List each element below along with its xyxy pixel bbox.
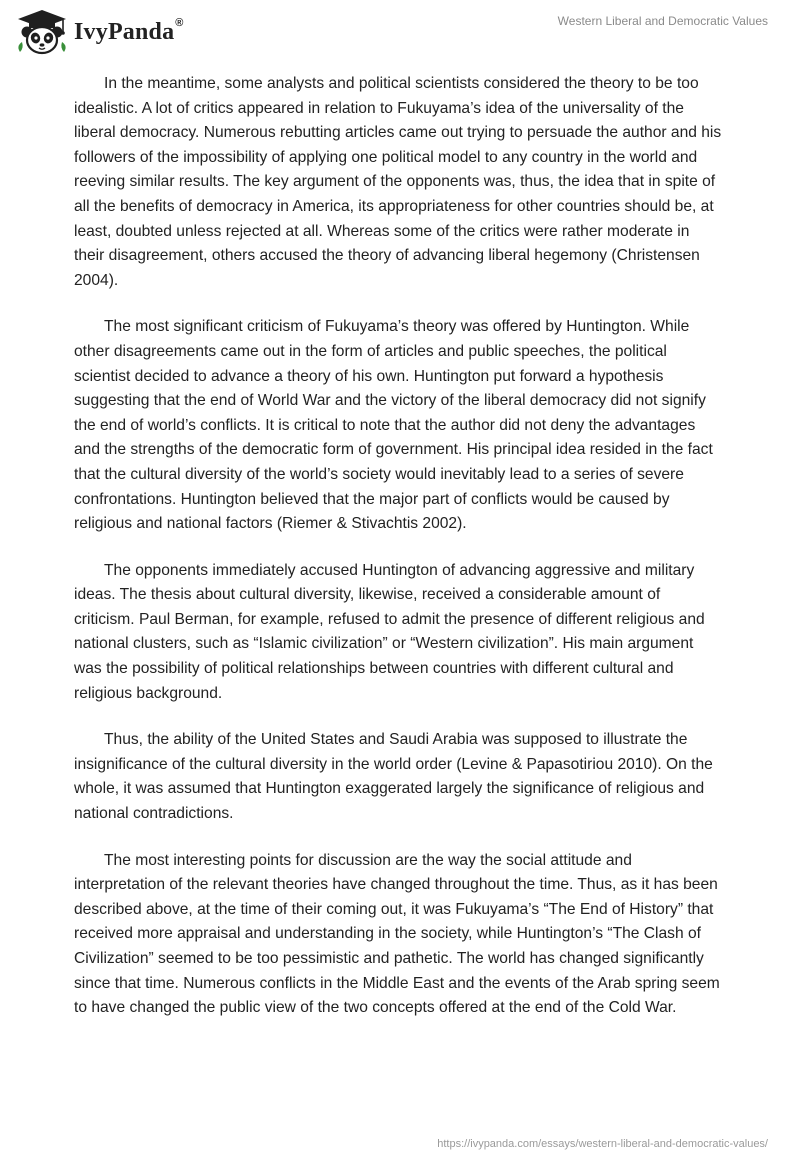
brand-name: IvyPanda® <box>74 16 184 45</box>
paragraph: Thus, the ability of the United States and Saudi Arabia was supposed to illustrate the insignificance of the cultural diversity in the world order (Levine & Papasotiriou 2010). On the whole, it was assumed that Huntington exaggerated largely the significance of religious and national contradictions. <box>74 731 713 823</box>
page-header <box>0 0 800 60</box>
paragraph: The most significant criticism of Fukuyama’s theory was offered by Huntington. While other disagreements came out in the form of articles and public speeches, the political scientist decided to advance a theory of his own. Huntington put forward a hypothesis suggesting that the end of World War and the victory of the liberal democracy did not signify the end of world’s conflicts. It is critical to note that the author did not deny the advantages and the strengths of the democratic form of government. His principal idea resided in the fact that the cultural diversity of the world’s society would inevitably lead to a series of severe confrontations. Huntington believed that the major part of conflicts would be caused by religious and national factors (Riemer & Stivachtis 2002). <box>74 318 713 533</box>
panda-graduate-icon <box>14 8 70 56</box>
essay-body <box>74 72 724 1043</box>
paragraph: In the meantime, some analysts and political scientists considered the theory to be too idealistic. A lot of critics appeared in relation to Fukuyama’s idea of the universality of the liberal democracy. Numerous rebutting articles came out trying to persuade the author and his followers of the impossibility of applying one political model to any country in the world and reeving similar results. The key argument of the opponents was, thus, the idea that in spite of all the benefits of democracy in America, its appropriateness for other countries should be, at least, doubted unless rejected at all. Whereas some of the critics were rather moderate in their disagreement, others accused the theory of advancing liberal hegemony (Christensen 2004). <box>74 75 722 289</box>
document-title: Western Liberal and Democratic Values <box>557 14 768 28</box>
source-url[interactable]: https://ivypanda.com/essays/western-liberal-and-democratic-values/ <box>437 1138 768 1150</box>
paragraph: The opponents immediately accused Huntington of advancing aggressive and military ideas. The thesis about cultural diversity, likewise, received a considerable amount of criticism. Paul Berman, for example, refused to admit the presence of different religious and national clusters, such as “Islamic civilization” or “Western civilization”. His main argument was the possibility of political relationships between countries with different cultural and religious background. <box>74 561 705 702</box>
brand-logo[interactable] <box>14 8 184 56</box>
paragraph: The most interesting points for discussion are the way the social attitude and interpretation of the relevant theories have changed throughout the time. Thus, as it has been described above, at the time of their coming out, it was Fukuyama’s “The End of History” that received more appraisal and understanding in the society, while Huntington’s “The Clash of Civilization” seemed to be too pessimistic and pathetic. The world has changed significantly since that time. Numerous conflicts in the Middle East and the events of the Arab spring seem to have changed the public view of the two concepts offered at the end of the Cold War. <box>74 851 720 1017</box>
registered-mark: ® <box>175 16 184 29</box>
